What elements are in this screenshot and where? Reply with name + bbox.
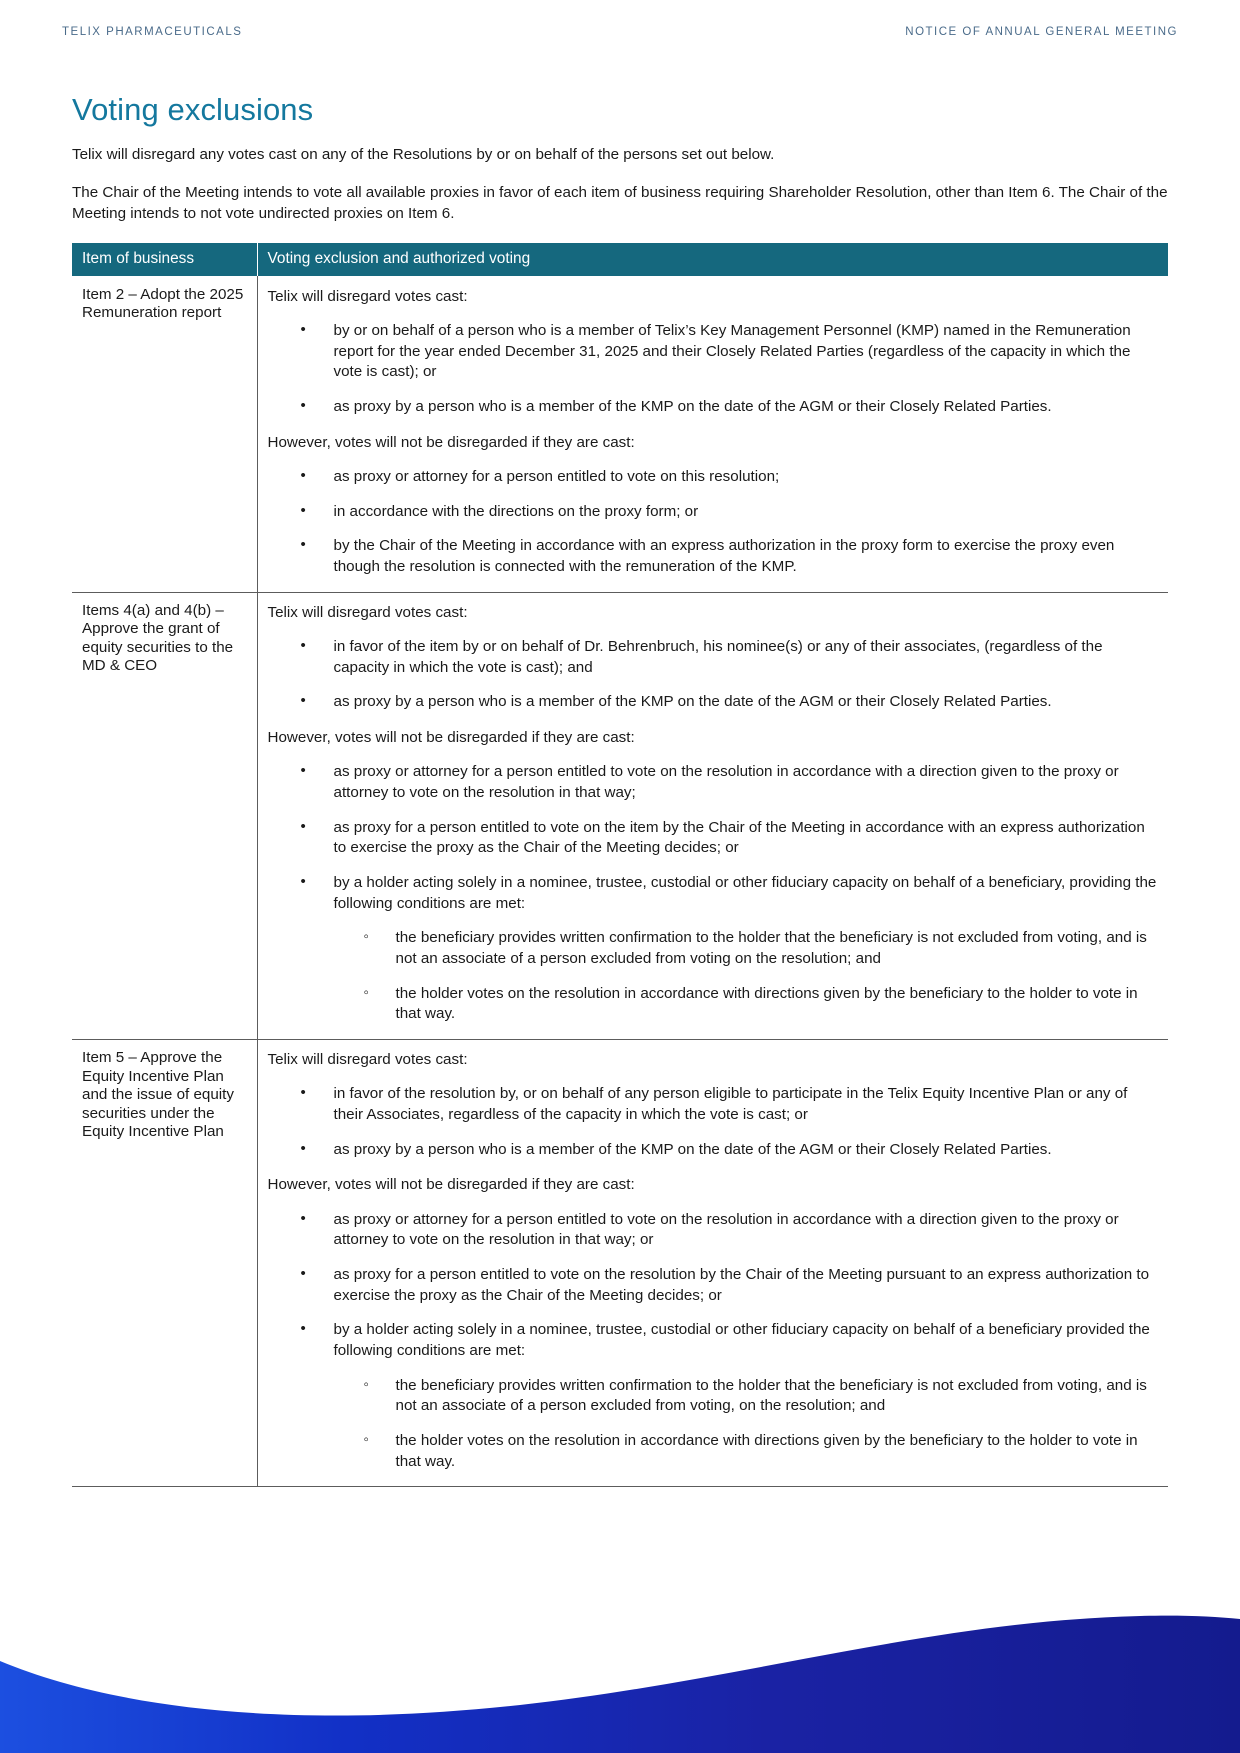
list-item [268,1320,1159,1472]
cell-item-of-business: Item 2 – Adopt the 2025 Remuneration report [72,276,257,592]
page-title: Voting exclusions [72,92,314,127]
disregard-lead-text: Telix will disregard votes cast: [267,1050,468,1068]
intro-paragraph-1: Telix will disregard any votes cast on any of the Resolutions by or on behalf of the persons set out below. [72,146,775,163]
however-bullet-list [268,762,1159,1025]
table-header-row [72,243,1168,276]
disregard-lead-text: Telix will disregard votes cast: [267,287,468,305]
disregard-bullet-list [268,1084,1159,1160]
running-header [62,26,1178,38]
condition-sub-list [334,1376,1159,1473]
header-company-name: TELIX PHARMACEUTICALS [62,26,243,38]
list-item [268,873,1159,1025]
list-item: • as proxy by a person who is a member of the KMP on the date of the AGM or their Closely Related Parties. [268,692,1159,713]
list-item-text: by the Chair of the Meeting in accordance with an express authorization in the proxy form to exercise the proxy even though the resolution is connected with the remuneration of the KMP. [333,537,1115,575]
column-header-item-of-business: Item of business [72,243,257,276]
table-body [72,276,1168,1487]
list-item-text: by a holder acting solely in a nominee, trustee, custodial or other fiduciary capacity on behalf of a beneficiary, providing the following conditions are met: [333,873,1157,912]
list-item [268,467,1159,488]
intro-paragraph-2: The Chair of the Meeting intends to vote all available proxies in favor of each item of business requiring Shareholder Resolution, other than Item 6. The Chair of the Meeting intends to not vote undirected proxies on Item 6. [72,183,1168,223]
list-item [268,536,1159,577]
sub-list-item: ◦ the beneficiary provides written confirmation to the holder that the beneficiary is not excluded from voting, and is not an associate of a person excluded from voting on the resolution; and [334,928,1159,969]
list-item [268,818,1159,859]
list-item-text: as proxy for a person entitled to vote on the resolution by the Chair of the Meeting pursuant to an express authorization to exercise the proxy as the Chair of the Meeting decides; or [333,1265,1150,1304]
list-item: • as proxy by a person who is a member of the KMP on the date of the AGM or their Closely Related Parties. [268,397,1159,418]
table-row [72,276,1168,592]
list-item-text: in accordance with the directions on the proxy form; or [333,502,699,520]
however-lead-text: However, votes will not be disregarded if they are cast: [267,433,635,451]
list-item-text: as proxy for a person entitled to vote on the item by the Chair of the Meeting in accordance with an express authorization to exercise the proxy as the Chair of the Meeting decides; or [333,818,1145,857]
sub-list-item: ◦ the beneficiary provides written confirmation to the holder that the beneficiary is not excluded from voting, and is not an associate of a person excluded from voting, on the resolution; and [334,1376,1159,1417]
table-header [72,243,1168,276]
list-item: • in favor of the resolution by, or on behalf of any person eligible to participate in the Telix Equity Incentive Plan or any of their Associates, regardless of the capacity in which the vote is cast; or [268,1084,1159,1125]
however-lead-text: However, votes will not be disregarded if they are cast: [267,728,635,746]
however-lead-text: However, votes will not be disregarded if they are cast: [267,1176,635,1194]
list-item: • by or on behalf of a person who is a member of Telix’s Key Management Personnel (KMP) named in the Remuneration report for the year ended December 31, 2025 and their Closely Related Parties (regardless of the capacity in which the vote is cast); or [268,321,1159,383]
list-item-text: as proxy or attorney for a person entitled to vote on this resolution; [333,467,780,485]
cell-item-of-business: Item 5 – Approve the Equity Incentive Plan and the issue of equity securities under the Equity Incentive Plan [72,1039,257,1486]
header-document-title: NOTICE OF ANNUAL GENERAL MEETING [905,26,1178,38]
list-item-text: as proxy or attorney for a person entitled to vote on the resolution in accordance with a direction given to the proxy or attorney to vote on the resolution in that way; or [333,1210,1119,1249]
disregard-bullet-list [268,637,1159,713]
table-row [72,592,1168,1039]
however-bullet-list [268,467,1159,578]
list-item [268,1265,1159,1306]
list-item-text: by a holder acting solely in a nominee, trustee, custodial or other fiduciary capacity on behalf of a beneficiary provided the following conditions are met: [333,1321,1150,1359]
condition-sub-list [334,928,1159,1025]
list-item [268,1210,1159,1251]
cell-voting-exclusion [257,276,1168,592]
list-item: • in favor of the item by or on behalf of Dr. Behrenbruch, his nominee(s) or any of their associates, (regardless of the capacity in which the vote is cast); and [268,637,1159,678]
table-row [72,1039,1168,1486]
voting-exclusions-table [72,243,1168,1488]
disregard-bullet-list [268,321,1159,418]
list-item: • as proxy by a person who is a member of the KMP on the date of the AGM or their Closely Related Parties. [268,1140,1159,1161]
page-content [72,92,1168,1487]
page-number: 6 [616,1669,624,1685]
list-item [268,762,1159,803]
column-header-voting-exclusion: Voting exclusion and authorized voting [257,243,1168,276]
sub-list-item: ◦ the holder votes on the resolution in accordance with directions given by the beneficiary to the holder to vote in that way. [334,1431,1159,1472]
disregard-lead-text: Telix will disregard votes cast: [267,603,468,621]
cell-item-of-business: Items 4(a) and 4(b) – Approve the grant of equity securities to the MD & CEO [72,592,257,1039]
cell-voting-exclusion [257,592,1168,1039]
cell-voting-exclusion [257,1039,1168,1486]
however-bullet-list [268,1210,1159,1473]
list-item [268,502,1159,523]
sub-list-item: ◦ the holder votes on the resolution in accordance with directions given by the beneficiary to the holder to vote in that way. [334,984,1159,1025]
list-item-text: as proxy or attorney for a person entitled to vote on the resolution in accordance with a direction given to the proxy or attorney to vote on the resolution in that way; [333,763,1119,801]
